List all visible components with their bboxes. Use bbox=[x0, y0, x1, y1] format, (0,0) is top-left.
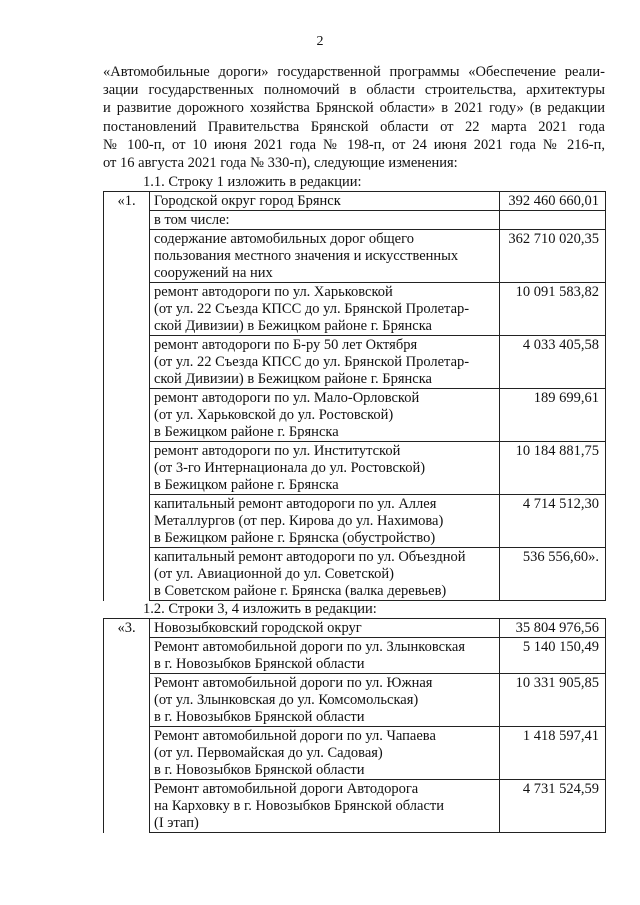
description-line: ской Дивизии) в Бежицком районе г. Брянска bbox=[154, 318, 432, 334]
description-line: капитальный ремонт автодороги по ул. Аллея bbox=[154, 496, 437, 512]
row-description bbox=[150, 442, 500, 495]
description-line: в г. Новозыбков Брянской области bbox=[154, 709, 365, 725]
description-line: сооружений на них bbox=[154, 265, 273, 281]
row-description bbox=[150, 389, 500, 442]
row-amount: 392 460 660,01 bbox=[500, 192, 606, 211]
row-description bbox=[150, 780, 500, 833]
table-row bbox=[104, 780, 606, 833]
intro-line: № 100-п, от 10 июня 2021 года № 198-п, от 24 июня 2021 года № 216-п, bbox=[103, 136, 605, 153]
table-row bbox=[104, 336, 606, 389]
section-1-heading: 1.1. Строку 1 изложить в редакции: bbox=[143, 174, 362, 190]
description-line: Ремонт автомобильной дороги Автодорога bbox=[154, 781, 419, 797]
description-line: ремонт автодороги по ул. Институтской bbox=[154, 443, 401, 459]
description-line: (от 3-го Интернационала до ул. Ростовской) bbox=[154, 460, 426, 476]
description-line: на Карховку в г. Новозыбков Брянской области bbox=[154, 798, 444, 814]
description-line: в Бежицком районе г. Брянска (обустройство) bbox=[154, 530, 436, 546]
description-line: (от ул. 22 Съезда КПСС до ул. Брянской Пролетар- bbox=[154, 301, 470, 317]
table-row bbox=[104, 230, 606, 283]
row-amount: 362 710 020,35 bbox=[500, 230, 606, 283]
description-line: ремонт автодороги по ул. Мало-Орловской bbox=[154, 390, 420, 406]
intro-paragraph bbox=[103, 63, 605, 172]
table-row bbox=[104, 619, 606, 638]
description-line: (от ул. Авиационной до ул. Советской) bbox=[154, 566, 394, 582]
description-line: в том числе: bbox=[154, 212, 230, 228]
row-amount: 5 140 150,49 bbox=[500, 638, 606, 674]
description-line: в г. Новозыбков Брянской области bbox=[154, 762, 365, 778]
table-row bbox=[104, 442, 606, 495]
table-row bbox=[104, 192, 606, 211]
description-line: содержание автомобильных дорог общего bbox=[154, 231, 414, 247]
intro-line: и развитие дорожного хозяйства Брянской области» в 2021 году» (в редакции bbox=[103, 100, 605, 117]
description-line: Ремонт автомобильной дороги по ул. Злынковская bbox=[154, 639, 465, 655]
row-amount: 10 091 583,82 bbox=[500, 283, 606, 336]
table-row bbox=[104, 389, 606, 442]
table-row bbox=[104, 211, 606, 230]
row-amount: 189 699,61 bbox=[500, 389, 606, 442]
row-description bbox=[150, 619, 500, 638]
description-line: Ремонт автомобильной дороги по ул. Южная bbox=[154, 675, 433, 691]
description-line: Металлургов (от пер. Кирова до ул. Нахимова) bbox=[154, 513, 444, 529]
description-line: (I этап) bbox=[154, 815, 199, 831]
row-description bbox=[150, 211, 500, 230]
row-amount: 1 418 597,41 bbox=[500, 727, 606, 780]
table-row bbox=[104, 674, 606, 727]
section-2-heading: 1.2. Строки 3, 4 изложить в редакции: bbox=[143, 601, 377, 617]
intro-line: от 16 августа 2021 года № 330-п), следующие изменения: bbox=[103, 155, 458, 172]
description-line: в Советском районе г. Брянска (валка деревьев) bbox=[154, 583, 447, 599]
intro-line: «Автомобильные дороги» государственной программы «Обеспечение реали- bbox=[103, 64, 605, 80]
table-row bbox=[104, 727, 606, 780]
row-amount: 4 731 524,59 bbox=[500, 780, 606, 833]
row-number: «3. bbox=[104, 619, 150, 833]
row-description bbox=[150, 283, 500, 336]
table-row bbox=[104, 548, 606, 601]
row-description bbox=[150, 548, 500, 601]
description-line: ремонт автодороги по Б-ру 50 лет Октября bbox=[154, 337, 418, 353]
description-line: в г. Новозыбков Брянской области bbox=[154, 656, 365, 672]
row-amount: 10 184 881,75 bbox=[500, 442, 606, 495]
row-description bbox=[150, 674, 500, 727]
row-description bbox=[150, 727, 500, 780]
intro-line: постановлений Правительства Брянской области от 22 марта 2021 года bbox=[103, 118, 605, 135]
row-amount: 4 714 512,30 bbox=[500, 495, 606, 548]
description-line: ской Дивизии) в Бежицком районе г. Брянска bbox=[154, 371, 432, 387]
row-description bbox=[150, 638, 500, 674]
description-line: (от ул. Злынковская до ул. Комсомольская) bbox=[154, 692, 419, 708]
description-line: в Бежицком районе г. Брянска bbox=[154, 477, 339, 493]
section-2-table bbox=[103, 618, 606, 833]
table-row bbox=[104, 495, 606, 548]
section-1-table bbox=[103, 191, 606, 601]
row-description bbox=[150, 192, 500, 211]
row-amount: 35 804 976,56 bbox=[500, 619, 606, 638]
intro-line: зации государственных полномочий в области строительства, архитектуры bbox=[103, 82, 605, 99]
row-description bbox=[150, 230, 500, 283]
description-line: ремонт автодороги по ул. Харьковской bbox=[154, 284, 393, 300]
description-line: в Бежицком районе г. Брянска bbox=[154, 424, 339, 440]
description-line: Городской округ город Брянск bbox=[154, 193, 341, 209]
description-line: Ремонт автомобильной дороги по ул. Чапаева bbox=[154, 728, 436, 744]
description-line: Новозыбковский городской округ bbox=[154, 620, 362, 636]
page-number: 2 bbox=[316, 34, 324, 49]
description-line: пользования местного значения и искусственных bbox=[154, 248, 459, 264]
row-description bbox=[150, 495, 500, 548]
row-amount bbox=[500, 211, 606, 230]
table-row bbox=[104, 283, 606, 336]
row-amount: 10 331 905,85 bbox=[500, 674, 606, 727]
description-line: (от ул. Харьковской до ул. Ростовской) bbox=[154, 407, 394, 423]
row-number: «1. bbox=[104, 192, 150, 601]
row-description bbox=[150, 336, 500, 389]
row-amount: 536 556,60». bbox=[500, 548, 606, 601]
description-line: (от ул. Первомайская до ул. Садовая) bbox=[154, 745, 383, 761]
description-line: (от ул. 22 Съезда КПСС до ул. Брянской Пролетар- bbox=[154, 354, 470, 370]
table-row bbox=[104, 638, 606, 674]
description-line: капитальный ремонт автодороги по ул. Объездной bbox=[154, 549, 466, 565]
row-amount: 4 033 405,58 bbox=[500, 336, 606, 389]
